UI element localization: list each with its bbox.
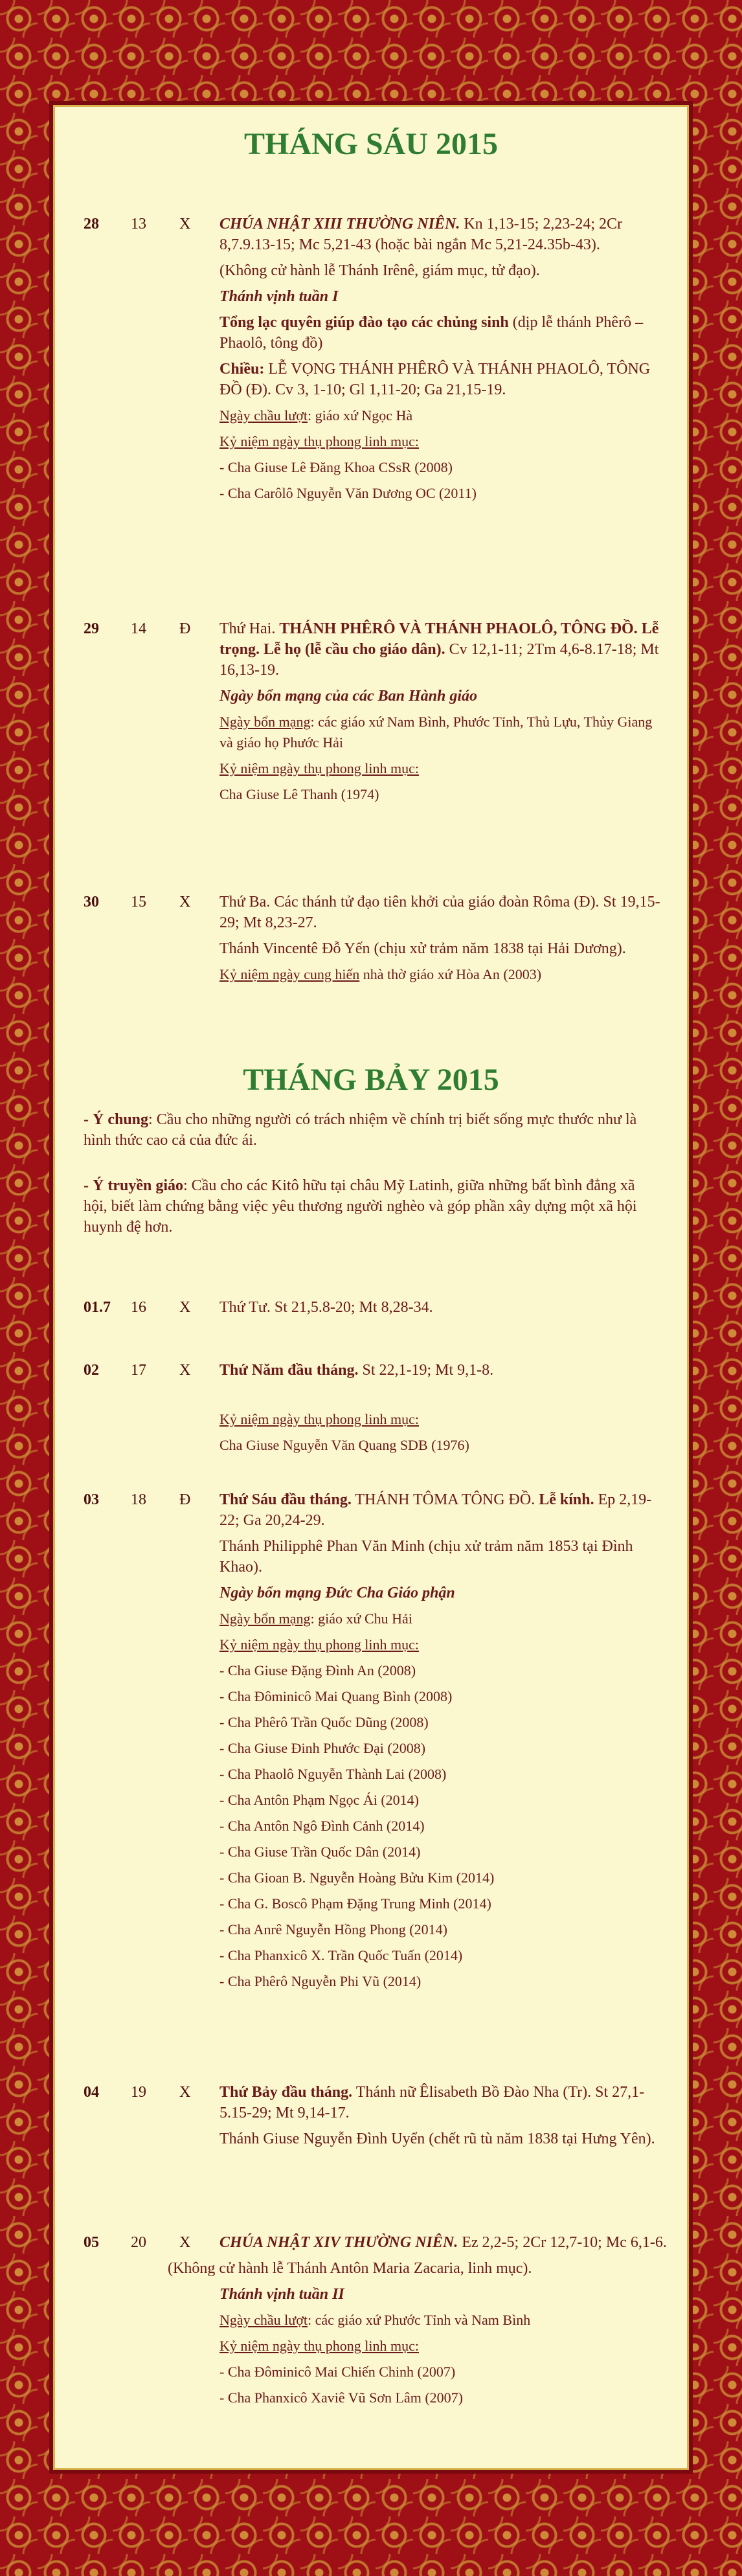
lunar-day: 14 xyxy=(131,620,146,637)
priest-item: - Cha Phêrô Nguyễn Phi Vũ (2014) xyxy=(219,1973,422,1989)
day-number: 02 xyxy=(84,1362,99,1379)
saint-note: Thánh Giuse Nguyễn Đình Uyển (chết rũ tù năm 1838 tại Hưng Yên). xyxy=(219,2130,655,2147)
liturgical-color: X xyxy=(179,894,191,910)
adoration-label: Ngày chầu lượt xyxy=(219,2312,308,2328)
ordination-anniversary-label: Kỷ niệm ngày thụ phong linh mục: xyxy=(219,433,419,449)
month-title-july: THÁNG BẢY 2015 xyxy=(243,1063,499,1097)
intention-text: : Cầu cho những người có trách nhiệm về chính trị biết sống mực thước như là hình thức cao cả của đức ái. xyxy=(84,1111,637,1149)
readings: Cv 12,1-11; 2Tm 4,6-8.17-18; Mt 16,13-19. xyxy=(219,641,659,679)
ordination-anniversary-label: Kỷ niệm ngày thụ phong linh mục: xyxy=(219,1636,419,1653)
priest-item: - Cha Phanxicô Xaviê Vũ Sơn Lâm (2007) xyxy=(219,2390,463,2406)
saint-note: Thánh Philipphê Phan Văn Minh (chịu xử trảm năm 1853 tại Đình Khao). xyxy=(219,1538,633,1576)
ordination-anniversary-label: Kỷ niệm ngày thụ phong linh mục: xyxy=(219,760,419,776)
day-number: 03 xyxy=(84,1491,99,1508)
priest-item: - Cha Phaolô Nguyễn Thành Lai (2008) xyxy=(219,1766,447,1782)
celebration-title: CHÚA NHẬT XIV THƯỜNG NIÊN. xyxy=(219,2234,458,2251)
month-title-june: THÁNG SÁU 2015 xyxy=(243,127,499,161)
priest-item: - Cha Giuse Đinh Phước Đại (2008) xyxy=(219,1740,426,1756)
day-number: 28 xyxy=(84,216,99,232)
liturgical-color: X xyxy=(179,1362,191,1379)
patron-label: Ngày bổn mạng xyxy=(219,714,311,730)
bishop-patron-note: Ngày bổn mạng Đức Cha Giáo phận xyxy=(219,1585,455,1601)
evening-mass: LỄ VỌNG THÁNH PHÊRÔ VÀ THÁNH PHAOLÔ, TÔNG ĐỒ (Đ). Cv 3, 1-10; Gl 1,11-20; Ga 21,15-19. xyxy=(219,361,651,398)
collection-title: Tổng lạc quyên giúp đào tạo các chủng sinh xyxy=(219,314,509,331)
liturgical-color: Đ xyxy=(179,620,191,637)
day-number: 04 xyxy=(84,2084,99,2101)
psalter-week: Thánh vịnh tuần I xyxy=(219,288,339,305)
priest-item: - Cha Giuse Lê Đăng Khoa CSsR (2008) xyxy=(219,459,453,475)
readings: Ez 2,2-5; 2Cr 12,7-10; Mc 6,1-6. xyxy=(458,2234,667,2251)
intention-text: : Cầu cho các Kitô hữu tại châu Mỹ Latinh, giữa những bất bình đẳng xã hội, biết làm chứng bằng việc yêu thương người nghèo và góp phần xây dựng một xã hội huynh đệ hơn. xyxy=(84,1177,637,1236)
celebration-text: Thứ Tư. St 21,5.8-20; Mt 8,28-34. xyxy=(219,1299,433,1316)
evening-label: Chiều: xyxy=(219,361,265,378)
adoration-parishes: : các giáo xứ Phước Tỉnh và Nam Bình xyxy=(307,2312,531,2328)
day-number: 05 xyxy=(84,2234,99,2251)
patron-day-note: Ngày bổn mạng của các Ban Hành giáo xyxy=(219,688,478,705)
patron-label: Ngày bổn mạng xyxy=(219,1610,311,1627)
lunar-day: 19 xyxy=(131,2084,146,2101)
weekday: Thứ Hai. xyxy=(219,620,280,637)
lunar-day: 17 xyxy=(131,1362,146,1379)
priest-item: - Cha Antôn Ngô Đình Cảnh (2014) xyxy=(219,1818,425,1834)
calendar-panel xyxy=(53,105,689,2470)
entry-body xyxy=(219,1360,668,1456)
priest-item: - Cha Anrê Nguyễn Hồng Phong (2014) xyxy=(219,1921,447,1938)
feast-name: THÁNH TÔMA TÔNG ĐỒ. xyxy=(351,1491,539,1508)
saint-note: Thánh Vincentê Đỗ Yến (chịu xử trảm năm 1838 tại Hải Dương). xyxy=(219,940,626,957)
lunar-day: 16 xyxy=(131,1299,146,1316)
adoration-label: Ngày chầu lượt xyxy=(219,407,308,424)
priest-item: - Cha Antôn Phạm Ngọc Ái (2014) xyxy=(219,1792,419,1808)
readings: Ep 2,19-22; Ga 20,24-29. xyxy=(219,1491,652,1529)
entry-body xyxy=(219,1297,668,1318)
lunar-day: 18 xyxy=(131,1491,146,1508)
entry-body xyxy=(219,892,668,985)
priest-item: - Cha G. Boscô Phạm Đặng Trung Minh (2014) xyxy=(219,1895,491,1912)
priest-item: - Cha Gioan B. Nguyễn Hoàng Bửu Kim (2014) xyxy=(219,1870,495,1886)
celebration-title: Thứ Sáu đầu tháng. xyxy=(219,1491,352,1508)
entry-body xyxy=(219,618,668,805)
celebration-text: Thứ Ba. Các thánh tử đạo tiên khởi của giáo đoàn Rôma (Đ). St 19,15-29; Mt 8,23-27. xyxy=(219,894,660,931)
priest-item: - Cha Giuse Trần Quốc Dân (2014) xyxy=(219,1844,421,1860)
liturgical-color: X xyxy=(179,1299,191,1316)
entry-body xyxy=(219,2082,668,2149)
lunar-day: 15 xyxy=(131,894,146,910)
priest-item: - Cha Đôminicô Mai Chiến Chinh (2007) xyxy=(219,2364,456,2380)
liturgical-color: X xyxy=(179,216,191,232)
priest-item: - Cha Đôminicô Mai Quang Bình (2008) xyxy=(219,1688,453,1704)
entry-body xyxy=(168,2232,668,2408)
feast-rank: Lễ kính. xyxy=(539,1491,594,1508)
priest-item: - Cha Phanxicô X. Trần Quốc Tuấn (2014) xyxy=(219,1947,463,1963)
intention-label: - Ý truyền giáo xyxy=(84,1177,183,1194)
note: (Không cử hành lễ Thánh Irênê, giám mục, tử đạo). xyxy=(219,262,540,279)
day-number: 01.7 xyxy=(84,1299,111,1316)
dedication-label: Kỷ niệm ngày cung hiến xyxy=(219,966,360,982)
readings: Thánh nữ Êlisabeth Bồ Đào Nha (Tr). St 27,1-5.15-29; Mt 9,14-17. xyxy=(219,2084,645,2121)
prayer-intention-general xyxy=(84,1109,661,1151)
patron-parishes: : các giáo xứ Nam Bình, Phước Tỉnh, Thủ Lựu, Thủy Giang và giáo họ Phước Hải xyxy=(219,714,653,751)
priest-item: - Cha Carôlô Nguyễn Văn Dương OC (2011) xyxy=(219,485,477,501)
ordination-anniversary-label: Kỷ niệm ngày thụ phong linh mục: xyxy=(219,1411,419,1427)
priest-item: Cha Giuse Lê Thanh (1974) xyxy=(219,786,379,802)
lunar-day: 13 xyxy=(131,216,146,232)
priest-item: - Cha Giuse Đặng Đình An (2008) xyxy=(219,1662,416,1678)
lunar-day: 20 xyxy=(131,2234,146,2251)
day-number: 30 xyxy=(84,894,99,910)
psalter-week: Thánh vịnh tuần II xyxy=(219,2286,344,2303)
dedication-church: nhà thờ giáo xứ Hòa An (2003) xyxy=(359,966,542,982)
prayer-intention-mission xyxy=(84,1175,661,1237)
priest-item: - Cha Phêrô Trần Quốc Dũng (2008) xyxy=(219,1714,429,1730)
celebration-title: THÁNH PHÊRÔ VÀ THÁNH PHAOLÔ, TÔNG ĐỒ. Lễ trọng. Lễ họ (lễ cầu cho giáo dân). xyxy=(219,620,659,658)
liturgical-color: X xyxy=(179,2084,191,2101)
patron-parish: : giáo xứ Chu Hải xyxy=(310,1610,412,1627)
entry-body xyxy=(219,1489,668,1992)
intention-label: - Ý chung xyxy=(84,1111,149,1128)
entry-body xyxy=(219,214,668,504)
collection-note: (dịp lễ thánh Phêrô – Phaolô, tông đồ) xyxy=(219,314,644,352)
celebration-title: CHÚA NHẬT XIII THƯỜNG NIÊN. xyxy=(219,216,460,232)
liturgical-color: X xyxy=(179,2234,191,2251)
liturgical-color: Đ xyxy=(179,1491,191,1508)
ordination-anniversary-label: Kỷ niệm ngày thụ phong linh mục: xyxy=(219,2338,419,2354)
celebration-title: Thứ Năm đầu tháng. xyxy=(219,1362,359,1379)
adoration-parish: : giáo xứ Ngọc Hà xyxy=(307,407,413,424)
note: (Không cử hành lễ Thánh Antôn Maria Zacaria, linh mục). xyxy=(168,2260,532,2277)
readings: Kn 1,13-15; 2,23-24; 2Cr 8,7.9.13-15; Mc 5,21-43 (hoặc bài ngắn Mc 5,21-24.35b-43). xyxy=(219,216,622,253)
celebration-title: Thứ Bảy đầu tháng. xyxy=(219,2084,353,2101)
readings: St 22,1-19; Mt 9,1-8. xyxy=(358,1362,494,1379)
priest-item: Cha Giuse Nguyễn Văn Quang SDB (1976) xyxy=(219,1437,469,1453)
day-number: 29 xyxy=(84,620,99,637)
